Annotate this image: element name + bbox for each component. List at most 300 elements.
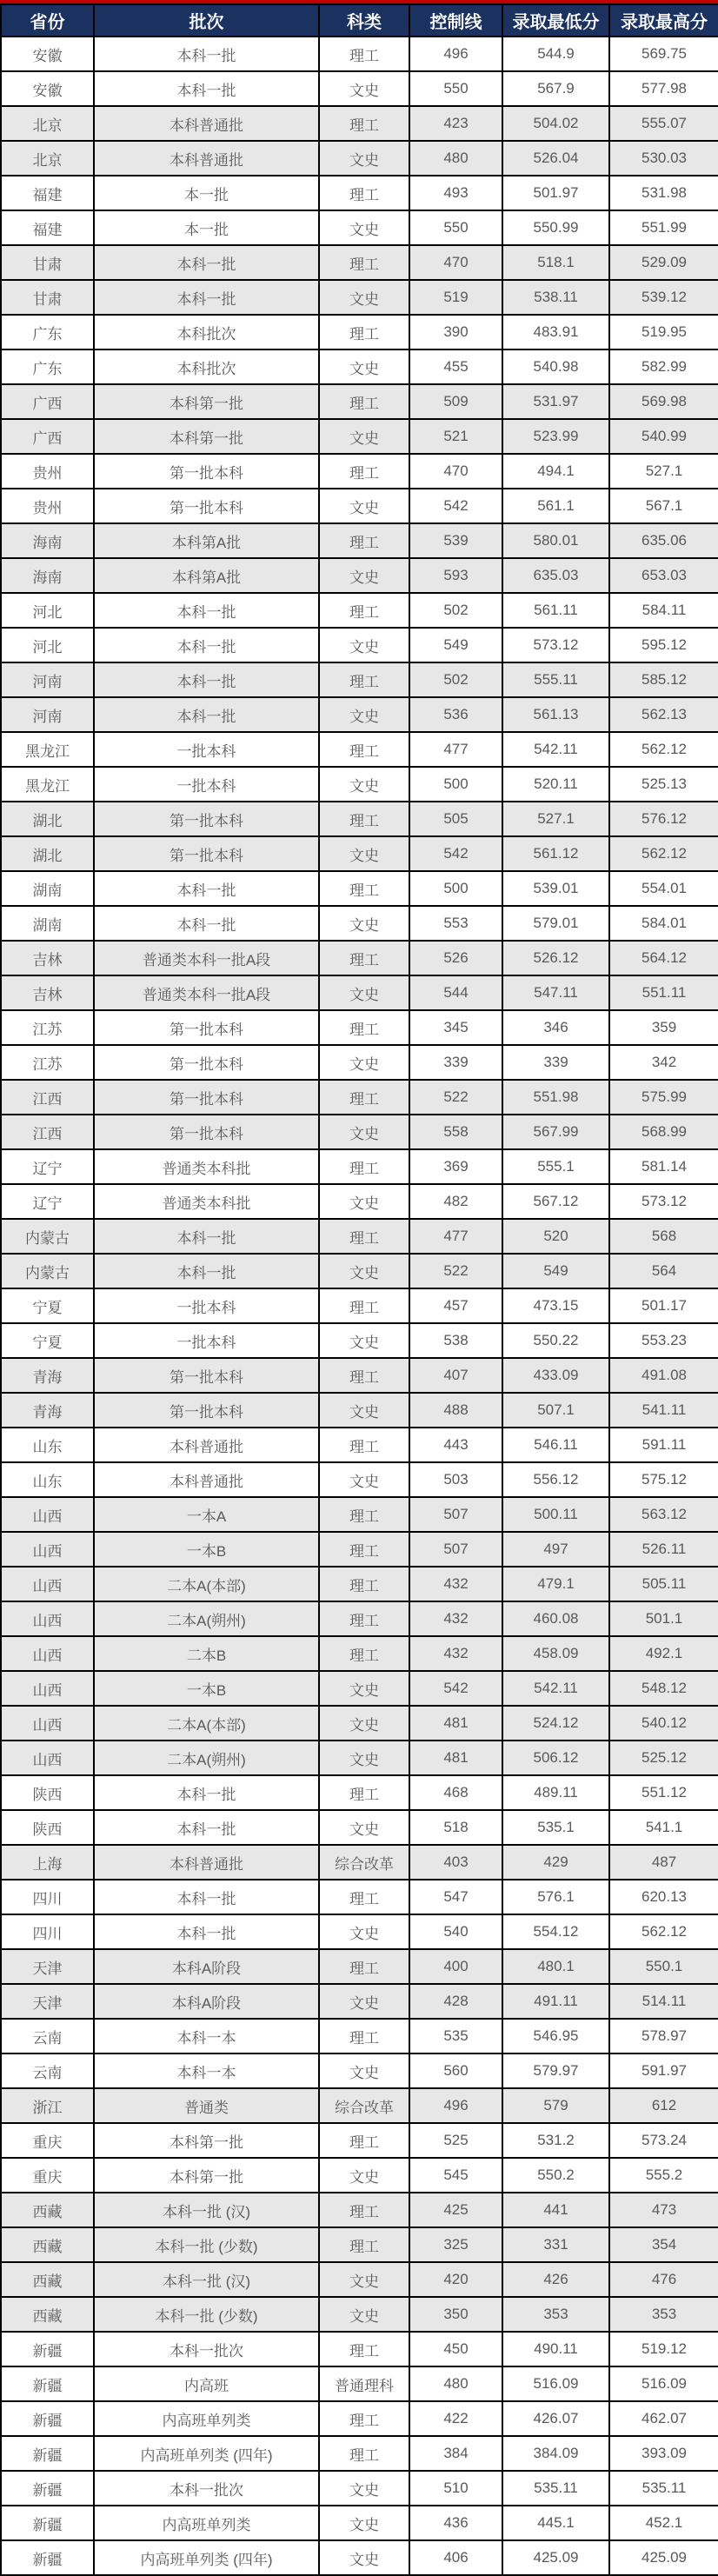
cell-min-score: 506.12 — [502, 1741, 609, 1775]
cell-min-score: 535.1 — [502, 1810, 609, 1845]
cell-category: 理工 — [319, 2401, 409, 2436]
cell-max-score: 548.12 — [609, 1671, 718, 1706]
cell-category: 文史 — [319, 2506, 409, 2540]
cell-category: 文史 — [319, 697, 409, 732]
table-row — [1, 1949, 718, 1984]
cell-min-score: 549 — [502, 1254, 609, 1288]
cell-control-line: 522 — [409, 1254, 502, 1288]
cell-min-score: 542.11 — [502, 732, 609, 767]
cell-control-line: 525 — [409, 2123, 502, 2158]
cell-max-score: 487 — [609, 1845, 718, 1880]
table-row — [1, 2262, 718, 2297]
cell-min-score: 546.95 — [502, 2019, 609, 2053]
cell-control-line: 450 — [409, 2332, 502, 2366]
cell-category: 理工 — [319, 1636, 409, 1671]
cell-category: 理工 — [319, 1497, 409, 1532]
cell-batch: 本科一批 — [94, 1880, 319, 1914]
cell-max-score: 519.12 — [609, 2332, 718, 2366]
cell-category: 理工 — [319, 2436, 409, 2471]
cell-category: 理工 — [319, 871, 409, 906]
cell-control-line: 509 — [409, 384, 502, 419]
table-row — [1, 1706, 718, 1741]
cell-max-score: 535.11 — [609, 2471, 718, 2506]
cell-min-score: 516.09 — [502, 2366, 609, 2401]
table-row — [1, 1636, 718, 1671]
cell-max-score: 564.12 — [609, 941, 718, 975]
cell-control-line: 443 — [409, 1428, 502, 1462]
cell-category: 理工 — [319, 245, 409, 280]
cell-province: 新疆 — [1, 2401, 94, 2436]
cell-batch: 本科批次 — [94, 315, 319, 349]
cell-control-line: 507 — [409, 1497, 502, 1532]
cell-province: 福建 — [1, 176, 94, 210]
cell-province: 西藏 — [1, 2193, 94, 2227]
table-row — [1, 1845, 718, 1880]
cell-batch: 本科普通批 — [94, 1428, 319, 1462]
cell-province: 广西 — [1, 419, 94, 454]
cell-min-score: 550.2 — [502, 2158, 609, 2193]
cell-batch: 第一批本科 — [94, 1010, 319, 1045]
cell-min-score: 539.01 — [502, 871, 609, 906]
cell-batch: 二本B — [94, 1636, 319, 1671]
cell-max-score: 568.99 — [609, 1115, 718, 1149]
cell-batch: 本科A阶段 — [94, 1949, 319, 1984]
cell-min-score: 507.1 — [502, 1393, 609, 1428]
cell-control-line: 384 — [409, 2436, 502, 2471]
cell-control-line: 522 — [409, 1080, 502, 1115]
cell-max-score: 585.12 — [609, 662, 718, 697]
cell-province: 宁夏 — [1, 1323, 94, 1358]
cell-control-line: 526 — [409, 941, 502, 975]
cell-control-line: 480 — [409, 141, 502, 176]
cell-max-score: 492.1 — [609, 1636, 718, 1671]
cell-min-score: 554.12 — [502, 1914, 609, 1949]
cell-min-score: 544.9 — [502, 37, 609, 71]
cell-control-line: 369 — [409, 1149, 502, 1184]
cell-min-score: 429 — [502, 1845, 609, 1880]
cell-batch: 本科普通批 — [94, 1462, 319, 1497]
cell-max-score: 529.09 — [609, 245, 718, 280]
cell-batch: 内高班单列类 — [94, 2506, 319, 2540]
cell-control-line: 518 — [409, 1810, 502, 1845]
cell-province: 新疆 — [1, 2436, 94, 2471]
cell-province: 湖南 — [1, 906, 94, 941]
cell-min-score: 567.12 — [502, 1184, 609, 1219]
cell-province: 甘肃 — [1, 280, 94, 315]
cell-min-score: 480.1 — [502, 1949, 609, 1984]
cell-category: 文史 — [319, 1914, 409, 1949]
cell-province: 吉林 — [1, 975, 94, 1010]
column-header-min-score: 录取最低分 — [502, 4, 609, 37]
table-row — [1, 836, 718, 871]
cell-max-score: 551.11 — [609, 975, 718, 1010]
cell-province: 广东 — [1, 315, 94, 349]
cell-batch: 本一批 — [94, 176, 319, 210]
cell-control-line: 406 — [409, 2540, 502, 2575]
cell-max-score: 576.12 — [609, 802, 718, 836]
cell-min-score: 561.11 — [502, 593, 609, 628]
cell-batch: 二本A(本部) — [94, 1706, 319, 1741]
cell-batch: 本科一批 — [94, 1254, 319, 1288]
cell-province: 陕西 — [1, 1810, 94, 1845]
cell-min-score: 489.11 — [502, 1775, 609, 1810]
cell-category: 文史 — [319, 2262, 409, 2297]
cell-max-score: 452.1 — [609, 2506, 718, 2540]
cell-control-line: 481 — [409, 1741, 502, 1775]
cell-control-line: 542 — [409, 1671, 502, 1706]
cell-control-line: 542 — [409, 489, 502, 523]
cell-min-score: 520.11 — [502, 767, 609, 802]
table-row — [1, 1080, 718, 1115]
cell-control-line: 493 — [409, 176, 502, 210]
cell-max-score: 562.12 — [609, 732, 718, 767]
cell-province: 山西 — [1, 1567, 94, 1601]
cell-min-score: 426.07 — [502, 2401, 609, 2436]
cell-batch: 本科批次 — [94, 349, 319, 384]
cell-category: 文史 — [319, 906, 409, 941]
cell-province: 贵州 — [1, 489, 94, 523]
column-header-max-score: 录取最高分 — [609, 4, 718, 37]
cell-province: 湖北 — [1, 836, 94, 871]
table-row — [1, 1358, 718, 1393]
cell-province: 黑龙江 — [1, 767, 94, 802]
cell-batch: 本科第A批 — [94, 558, 319, 593]
cell-batch: 本一批 — [94, 210, 319, 245]
cell-province: 新疆 — [1, 2332, 94, 2366]
cell-category: 理工 — [319, 384, 409, 419]
cell-control-line: 432 — [409, 1636, 502, 1671]
cell-min-score: 561.1 — [502, 489, 609, 523]
table-row — [1, 1741, 718, 1775]
cell-category: 理工 — [319, 1567, 409, 1601]
table-row — [1, 2158, 718, 2193]
cell-control-line: 539 — [409, 523, 502, 558]
cell-category: 理工 — [319, 1601, 409, 1636]
cell-category: 理工 — [319, 1149, 409, 1184]
cell-control-line: 502 — [409, 593, 502, 628]
cell-category: 文史 — [319, 975, 409, 1010]
cell-min-score: 531.2 — [502, 2123, 609, 2158]
cell-min-score: 523.99 — [502, 419, 609, 454]
cell-batch: 第一批本科 — [94, 836, 319, 871]
table-body — [1, 37, 718, 2575]
cell-min-score: 555.1 — [502, 1149, 609, 1184]
table-row — [1, 662, 718, 697]
cell-province: 内蒙古 — [1, 1254, 94, 1288]
cell-max-score: 551.99 — [609, 210, 718, 245]
cell-province: 西藏 — [1, 2227, 94, 2262]
cell-province: 甘肃 — [1, 245, 94, 280]
cell-min-score: 550.22 — [502, 1323, 609, 1358]
table-row — [1, 315, 718, 349]
cell-category: 理工 — [319, 593, 409, 628]
cell-batch: 本科一批 — [94, 71, 319, 106]
cell-category: 理工 — [319, 1532, 409, 1567]
cell-control-line: 542 — [409, 836, 502, 871]
cell-category: 理工 — [319, 1219, 409, 1254]
cell-max-score: 569.98 — [609, 384, 718, 419]
cell-min-score: 573.12 — [502, 628, 609, 662]
cell-min-score: 556.12 — [502, 1462, 609, 1497]
cell-control-line: 480 — [409, 2366, 502, 2401]
table-row — [1, 454, 718, 489]
cell-min-score: 540.98 — [502, 349, 609, 384]
cell-control-line: 470 — [409, 454, 502, 489]
cell-category: 文史 — [319, 836, 409, 871]
cell-province: 山西 — [1, 1636, 94, 1671]
cell-category: 理工 — [319, 523, 409, 558]
cell-min-score: 445.1 — [502, 2506, 609, 2540]
cell-province: 青海 — [1, 1393, 94, 1428]
cell-max-score: 620.13 — [609, 1880, 718, 1914]
cell-min-score: 527.1 — [502, 802, 609, 836]
table-row — [1, 593, 718, 628]
table-row — [1, 732, 718, 767]
table-row — [1, 2436, 718, 2471]
cell-batch: 本科第一批 — [94, 2123, 319, 2158]
cell-control-line: 544 — [409, 975, 502, 1010]
cell-province: 河南 — [1, 697, 94, 732]
cell-max-score: 540.99 — [609, 419, 718, 454]
table-row — [1, 2227, 718, 2262]
cell-province: 广东 — [1, 349, 94, 384]
table-row — [1, 489, 718, 523]
cell-max-score: 505.11 — [609, 1567, 718, 1601]
cell-province: 山西 — [1, 1741, 94, 1775]
cell-control-line: 403 — [409, 1845, 502, 1880]
cell-province: 北京 — [1, 106, 94, 141]
cell-control-line: 502 — [409, 662, 502, 697]
table-row — [1, 37, 718, 71]
cell-max-score: 353 — [609, 2297, 718, 2332]
cell-max-score: 577.98 — [609, 71, 718, 106]
table-row — [1, 1288, 718, 1323]
cell-batch: 第一批本科 — [94, 454, 319, 489]
table-row — [1, 906, 718, 941]
cell-min-score: 561.13 — [502, 697, 609, 732]
table-row — [1, 2506, 718, 2540]
cell-control-line: 536 — [409, 697, 502, 732]
cell-min-score: 346 — [502, 1010, 609, 1045]
cell-max-score: 595.12 — [609, 628, 718, 662]
cell-max-score: 473 — [609, 2193, 718, 2227]
cell-max-score: 516.09 — [609, 2366, 718, 2401]
cell-control-line: 500 — [409, 767, 502, 802]
cell-max-score: 582.99 — [609, 349, 718, 384]
cell-control-line: 345 — [409, 1010, 502, 1045]
cell-batch: 本科一批 (汉) — [94, 2262, 319, 2297]
cell-category: 理工 — [319, 1288, 409, 1323]
table-row — [1, 1601, 718, 1636]
cell-province: 内蒙古 — [1, 1219, 94, 1254]
cell-category: 文史 — [319, 1254, 409, 1288]
table-row — [1, 2366, 718, 2401]
cell-min-score: 550.99 — [502, 210, 609, 245]
cell-min-score: 531.97 — [502, 384, 609, 419]
cell-category: 理工 — [319, 1428, 409, 1462]
cell-province: 河北 — [1, 628, 94, 662]
cell-min-score: 547.11 — [502, 975, 609, 1010]
cell-category: 文史 — [319, 1393, 409, 1428]
cell-control-line: 540 — [409, 1914, 502, 1949]
table-row — [1, 1462, 718, 1497]
cell-category: 文史 — [319, 1706, 409, 1741]
cell-province: 海南 — [1, 523, 94, 558]
cell-min-score: 526.04 — [502, 141, 609, 176]
cell-max-score: 519.95 — [609, 315, 718, 349]
cell-province: 青海 — [1, 1358, 94, 1393]
cell-control-line: 436 — [409, 2506, 502, 2540]
cell-control-line: 550 — [409, 71, 502, 106]
cell-max-score: 476 — [609, 2262, 718, 2297]
cell-control-line: 519 — [409, 280, 502, 315]
cell-category: 文史 — [319, 210, 409, 245]
cell-batch: 本科一批 — [94, 1810, 319, 1845]
cell-min-score: 551.98 — [502, 1080, 609, 1115]
cell-control-line: 481 — [409, 1706, 502, 1741]
cell-province: 江西 — [1, 1115, 94, 1149]
table-row — [1, 1880, 718, 1914]
cell-province: 江西 — [1, 1080, 94, 1115]
cell-batch: 第一批本科 — [94, 1045, 319, 1080]
cell-batch: 本科第A批 — [94, 523, 319, 558]
cell-category: 文史 — [319, 419, 409, 454]
cell-province: 西藏 — [1, 2262, 94, 2297]
cell-province: 重庆 — [1, 2123, 94, 2158]
cell-province: 黑龙江 — [1, 732, 94, 767]
cell-min-score: 433.09 — [502, 1358, 609, 1393]
cell-category: 理工 — [319, 2123, 409, 2158]
cell-min-score: 546.11 — [502, 1428, 609, 1462]
table-row — [1, 975, 718, 1010]
cell-batch: 本科一批 — [94, 245, 319, 280]
cell-batch: 普通类 — [94, 2088, 319, 2123]
cell-batch: 一批本科 — [94, 1323, 319, 1358]
table-row — [1, 1219, 718, 1254]
cell-max-score: 653.03 — [609, 558, 718, 593]
cell-max-score: 575.12 — [609, 1462, 718, 1497]
cell-max-score: 393.09 — [609, 2436, 718, 2471]
cell-batch: 本科第一批 — [94, 384, 319, 419]
cell-min-score: 538.11 — [502, 280, 609, 315]
cell-max-score: 425.09 — [609, 2540, 718, 2575]
column-header-category: 科类 — [319, 4, 409, 37]
cell-control-line: 507 — [409, 1532, 502, 1567]
admission-scores-table — [0, 3, 718, 2576]
cell-max-score: 526.11 — [609, 1532, 718, 1567]
cell-control-line: 339 — [409, 1045, 502, 1080]
cell-max-score: 514.11 — [609, 1984, 718, 2019]
cell-batch: 本科一批 — [94, 1914, 319, 1949]
cell-category: 文史 — [319, 1462, 409, 1497]
cell-min-score: 483.91 — [502, 315, 609, 349]
cell-category: 文史 — [319, 1184, 409, 1219]
cell-control-line: 538 — [409, 1323, 502, 1358]
cell-category: 理工 — [319, 1010, 409, 1045]
cell-min-score: 425.09 — [502, 2540, 609, 2575]
cell-category: 理工 — [319, 1358, 409, 1393]
cell-batch: 本科第一批 — [94, 419, 319, 454]
cell-max-score: 555.07 — [609, 106, 718, 141]
cell-control-line: 535 — [409, 2019, 502, 2053]
cell-category: 文史 — [319, 767, 409, 802]
cell-category: 文史 — [319, 1984, 409, 2019]
cell-min-score: 479.1 — [502, 1567, 609, 1601]
table-row — [1, 628, 718, 662]
cell-min-score: 384.09 — [502, 2436, 609, 2471]
table-row — [1, 1532, 718, 1567]
cell-max-score: 562.13 — [609, 697, 718, 732]
cell-category: 理工 — [319, 2227, 409, 2262]
cell-category: 文史 — [319, 558, 409, 593]
table-row — [1, 2088, 718, 2123]
cell-max-score: 567.1 — [609, 489, 718, 523]
cell-max-score: 569.75 — [609, 37, 718, 71]
cell-control-line: 477 — [409, 732, 502, 767]
cell-control-line: 468 — [409, 1775, 502, 1810]
table-row — [1, 2540, 718, 2575]
cell-province: 江苏 — [1, 1045, 94, 1080]
cell-min-score: 576.1 — [502, 1880, 609, 1914]
cell-province: 宁夏 — [1, 1288, 94, 1323]
cell-batch: 本科一批 — [94, 628, 319, 662]
cell-max-score: 550.1 — [609, 1949, 718, 1984]
cell-batch: 第一批本科 — [94, 1393, 319, 1428]
table-row — [1, 1323, 718, 1358]
cell-province: 湖北 — [1, 802, 94, 836]
cell-province: 新疆 — [1, 2366, 94, 2401]
table-row — [1, 419, 718, 454]
cell-max-score: 564 — [609, 1254, 718, 1288]
cell-max-score: 591.11 — [609, 1428, 718, 1462]
table-row — [1, 245, 718, 280]
cell-max-score: 501.1 — [609, 1601, 718, 1636]
cell-control-line: 503 — [409, 1462, 502, 1497]
table-row — [1, 1567, 718, 1601]
cell-batch: 二本A(本部) — [94, 1567, 319, 1601]
column-header-batch: 批次 — [94, 4, 319, 37]
cell-min-score: 426 — [502, 2262, 609, 2297]
cell-category: 理工 — [319, 1775, 409, 1810]
cell-min-score: 491.11 — [502, 1984, 609, 2019]
table-row — [1, 1810, 718, 1845]
cell-control-line: 325 — [409, 2227, 502, 2262]
table-row — [1, 802, 718, 836]
cell-batch: 本科A阶段 — [94, 1984, 319, 2019]
cell-control-line: 593 — [409, 558, 502, 593]
cell-batch: 本科一批次 — [94, 2471, 319, 2506]
cell-control-line: 488 — [409, 1393, 502, 1428]
cell-min-score: 524.12 — [502, 1706, 609, 1741]
cell-control-line: 407 — [409, 1358, 502, 1393]
cell-max-score: 612 — [609, 2088, 718, 2123]
cell-min-score: 580.01 — [502, 523, 609, 558]
cell-category: 文史 — [319, 1323, 409, 1358]
cell-category: 理工 — [319, 176, 409, 210]
cell-control-line: 550 — [409, 210, 502, 245]
cell-control-line: 505 — [409, 802, 502, 836]
cell-max-score: 530.03 — [609, 141, 718, 176]
cell-max-score: 563.12 — [609, 1497, 718, 1532]
cell-batch: 一批本科 — [94, 1288, 319, 1323]
cell-category: 理工 — [319, 315, 409, 349]
table-row — [1, 2053, 718, 2088]
cell-province: 吉林 — [1, 941, 94, 975]
cell-min-score: 460.08 — [502, 1601, 609, 1636]
cell-category: 文史 — [319, 280, 409, 315]
cell-min-score: 458.09 — [502, 1636, 609, 1671]
cell-category: 文史 — [319, 141, 409, 176]
